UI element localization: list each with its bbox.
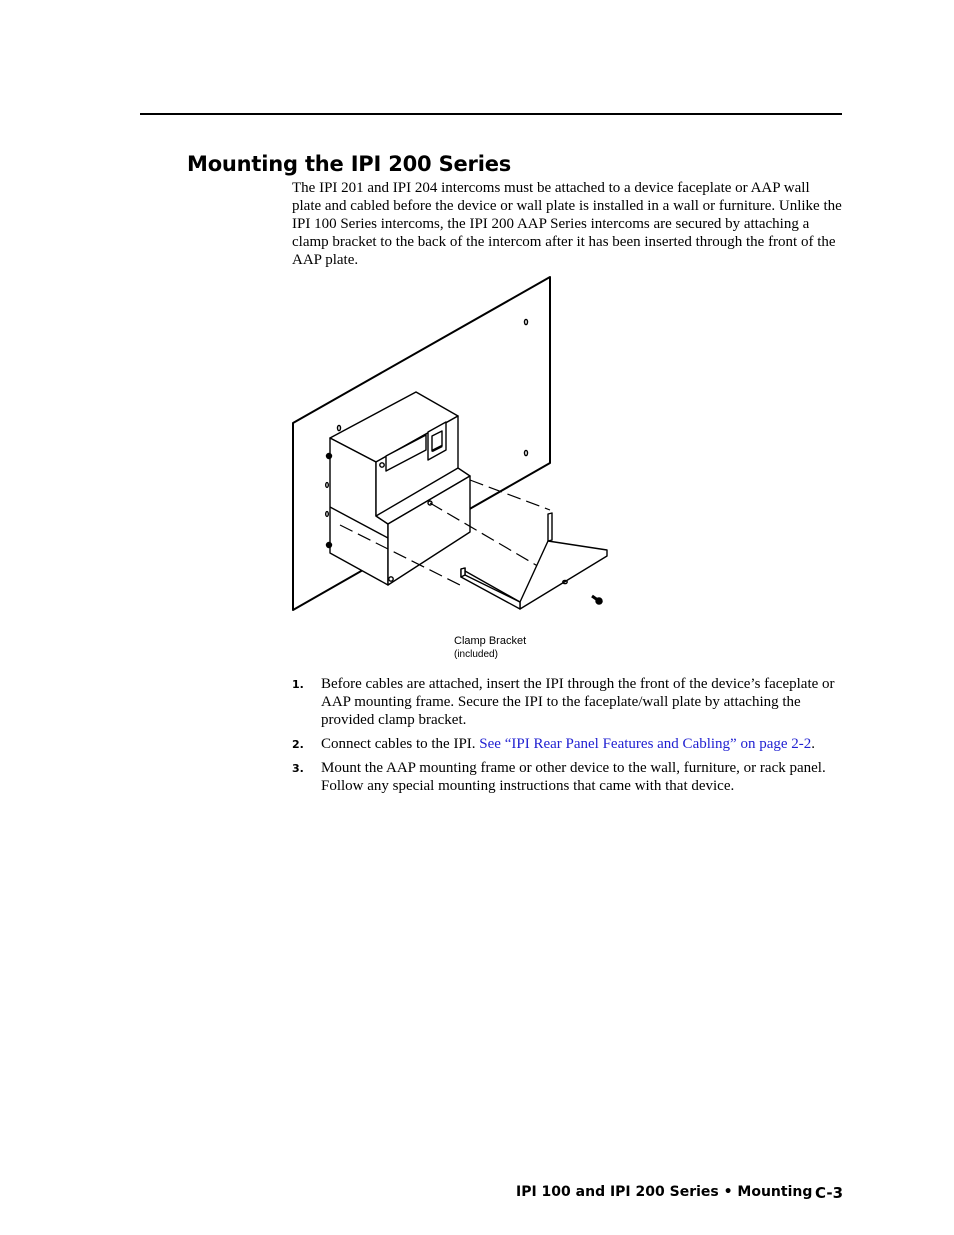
loose-screw [592, 596, 602, 604]
cross-reference-link[interactable]: See “IPI Rear Panel Features and Cabling” on page 2-2 [479, 736, 812, 752]
list-item [292, 759, 844, 795]
header-rule [140, 113, 842, 115]
step-number: 2. [292, 738, 304, 751]
step-text: Before cables are attached, insert the IPI through the front of the device’s faceplate or AAP mounting frame. Secure the IPI to the faceplate/wall plate by attaching the provided clamp bracket. [321, 676, 835, 728]
caption-line-1: Clamp Bracket [454, 635, 527, 647]
page-number: C-3 [815, 1184, 844, 1202]
step-text: Connect cables to the IPI. [321, 736, 480, 752]
list-item [292, 675, 844, 729]
section-title: Mounting the IPI 200 Series [187, 152, 512, 176]
figure-caption [454, 635, 526, 661]
intro-paragraph: The IPI 201 and IPI 204 intercoms must be attached to a device faceplate or AAP wall plate and cabled before the device or wall plate is installed in a wall or furniture. Unlike the IPI 100 Series intercoms, the IPI 200 AAP Series intercoms are secured by attaching a clamp bracket to the back of the intercom after it has been inserted through the front of the AAP plate. [292, 180, 842, 268]
footer-text: IPI 100 and IPI 200 Series • Mounting [516, 1184, 813, 1200]
clamp-bracket [461, 513, 607, 609]
step-text-end: . [811, 736, 816, 752]
screw [327, 454, 332, 459]
screw [327, 543, 332, 548]
step-number: 1. [292, 678, 304, 691]
list-item [292, 735, 844, 753]
caption-line-2: (included) [454, 649, 498, 660]
step-list [292, 675, 844, 801]
step-number: 3. [292, 762, 304, 775]
step-text: Mount the AAP mounting frame or other device to the wall, furniture, or rack panel. Follow any special mounting instructions that came with that device. [321, 760, 826, 794]
mounting-diagram [280, 270, 620, 670]
